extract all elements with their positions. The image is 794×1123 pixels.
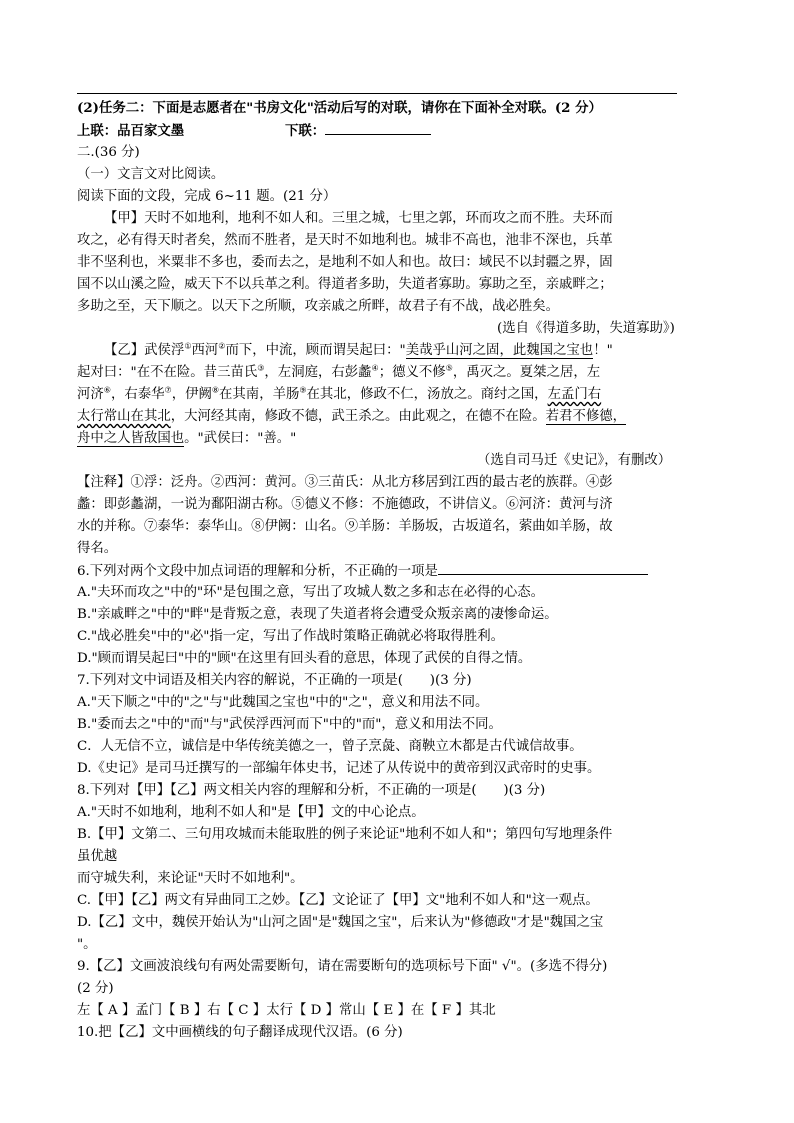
jia-line: 攻之，必有得天时者矣，然而不胜者，是天时不如地利也。城非不高也，池非不深也，兵革	[77, 233, 613, 248]
yi-text: 【乙】武侯浮	[104, 343, 185, 358]
yi-text: 而下，中流，顾而谓吴起曰："	[225, 343, 406, 358]
footnote-marker: ④	[371, 363, 379, 373]
q9-stem: 9.【乙】文画波浪线句有两处需要断句，请在需要断句的选项标号下面" √"。(多选不得分)	[77, 959, 608, 974]
yi-text: 在其北，修政不仁，汤放之。商纣之国，	[306, 387, 548, 402]
q6-stem-text: 6.下列对两个文段中加点词语的理解和分析，不正确的一项是	[77, 564, 438, 579]
q6-answer-blank[interactable]	[438, 560, 648, 575]
yi-text: ，左洞庭，右彭蠡	[264, 365, 372, 380]
q10-stem: 10.把【乙】文中画横线的句子翻译成现代汉语。(6 分)	[77, 1025, 403, 1040]
section2-instruction: 阅读下面的文段，完成 6~11 题。(21 分）	[77, 189, 337, 204]
yi-line-4	[77, 406, 626, 428]
jia-line: 非不坚利也，米粟非不多也，委而去之，是地利不如人和也。故曰：域民不以封疆之界，固	[77, 255, 613, 270]
yi-text: ，伊阙	[171, 387, 212, 402]
yi-text: ，禹灭之。夏桀之居，左	[452, 365, 601, 380]
yi-text: 起对曰："在不在险。昔三苗氏	[77, 365, 258, 380]
yi-text: ，右泰华	[110, 387, 165, 402]
q6-option-b: B."亲戚畔之"中的"畔"是背叛之意，表现了失道者将会遭受众叛亲离的凄惨命运。	[77, 607, 558, 622]
yi-text: ；德义不修	[378, 365, 446, 380]
notes-line: 蠡：即彭蠡湖，一说为鄱阳湖古称。⑤德义不修：不施德政，不讲信义。⑥河济：黄河与济	[77, 497, 613, 512]
footnote-marker: ③	[257, 363, 265, 373]
jia-source: (选自《得道多助，失道寡助》)	[497, 321, 675, 336]
q6-option-c: C."战必胜矣"中的"必"指一定，写出了作战时策略正确就必将取得胜利。	[77, 629, 504, 644]
q9-choices[interactable]: 左【 A 】孟门【 B 】右【 C 】太行【 D 】常山【 E 】在【 F 】其北	[77, 1003, 496, 1018]
footnote-marker: ②	[218, 341, 226, 351]
lower-label: 下联：	[285, 123, 326, 139]
footnote-marker: ⑤	[445, 363, 453, 373]
section2-header: 二.(36 分)	[77, 145, 140, 160]
notes-line: 水的并称。⑦泰华：泰华山。⑧伊阙：山名。⑨羊肠：羊肠坂，古坂道名，萦曲如羊肠，故	[77, 519, 613, 534]
footnote-marker: ⑧	[211, 385, 220, 395]
section2-sub1: （一）文言文对比阅读。	[77, 167, 225, 182]
footnote-marker: ①	[184, 341, 192, 351]
q7-option-b: B."委而去之"中的"而"与"武侯浮西河而下"中的"而"，意义和用法不同。	[77, 717, 502, 732]
yi-text: 西河	[191, 343, 219, 358]
wavy-sentence: 太行常山在其北	[77, 409, 171, 424]
q8-line: C.【甲】【乙】两文有异曲同工之妙。【乙】文论证了【甲】文"地利不如人和"这一观点。	[77, 893, 599, 908]
q8-line: D.【乙】文中，魏侯开始认为"山河之固"是"魏国之宝"，后来认为"修德政"才是"魏国之宝	[77, 915, 604, 930]
q8-line: "。	[77, 937, 97, 952]
q8-line: 虽优越	[77, 849, 118, 864]
q6-option-d: D."顾而谓吴起曰"中的"顾"在这里有回头看的意思，体现了武侯的自得之情。	[77, 651, 532, 666]
q6-option-a: A."夫环而攻之"中的"环"是包围之意，写出了攻城人数之多和志在必得的心态。	[77, 585, 545, 600]
q7-option-d: D.《史记》是司马迁撰写的一部编年体史书，记述了从传说中的黄帝到汉武帝时的史事。	[77, 761, 601, 776]
underlined-sentence: 舟中之人皆敌国也	[77, 431, 185, 446]
jia-line: 多助之至，天下顺之。以天下之所顺，攻亲戚之所畔，故君子有不战，战必胜矣。	[77, 299, 560, 314]
q8-line: A."天时不如地利，地利不如人和"是【甲】文的中心论点。	[77, 805, 425, 820]
yi-text: ！"	[593, 343, 613, 358]
yi-line-1	[104, 340, 613, 362]
q7-option-c: C．人无信不立，诚信是中华传统美德之一，曾子烹彘、商鞅立木都是古代诚信故事。	[77, 739, 583, 754]
q8-line: B.【甲】文第二、三句用攻城而未能取胜的例子来论证"地利不如人和"；第四句写地理条件	[77, 827, 613, 842]
yi-text: 在其南，羊肠	[219, 387, 300, 402]
footnote-marker: ⑥	[103, 385, 111, 395]
couplet-line	[77, 120, 184, 142]
notes-line: 【注释】①浮：泛舟。②西河：黄河。③三苗氏：从北方移居到江西的最古老的族群。④彭	[77, 475, 613, 490]
task2-question: (2)任务二：下面是志愿者在"书房文化"活动后写的对联，请你在下面补全对联。(2 分）	[77, 100, 602, 116]
lower-couplet	[285, 120, 431, 142]
underlined-sentence: 美哉乎山河之固，此魏国之宝也	[405, 343, 594, 358]
q7-stem: 7.下列对文中词语及相关内容的解说，不正确的一项是( )(3 分)	[77, 673, 472, 688]
yi-text: ，大河经其南，修政不德，武王杀之。由此观之，在德不在险。	[170, 409, 546, 424]
jia-line: 【甲】天时不如地利，地利不如人和。三里之城，七里之郭，环而攻之而不胜。夫环而	[104, 211, 613, 226]
lower-answer-blank[interactable]	[325, 120, 431, 135]
yi-line-3	[77, 384, 601, 406]
q7-option-a: A."天下顺之"中的"之"与"此魏国之宝也"中的"之"，意义和用法不同。	[77, 695, 489, 710]
q6-stem	[77, 560, 648, 583]
q8-line: 而守城失利，来论证"天时不如地利"。	[77, 871, 304, 886]
yi-text: 。"武侯曰："善。"	[184, 431, 297, 446]
yi-text: 河济	[77, 387, 104, 402]
footnote-marker: ⑦	[164, 385, 172, 395]
notes-line: 得名。	[77, 541, 118, 556]
jia-line: 国不以山溪之险，威天下不以兵革之利。得道者多助，失道者寡助。寡助之至，亲戚畔之；	[77, 277, 613, 292]
wavy-sentence: 左孟门右	[547, 387, 602, 402]
top-rule	[77, 93, 677, 94]
q9-score: (2 分)	[77, 981, 114, 996]
yi-source: （选自司马迁《史记》，有删改）	[477, 453, 672, 468]
q8-stem: 8.下列对【甲】【乙】两文相关内容的理解和分析，不正确的一项是( )(3 分)	[77, 783, 546, 798]
yi-line-2	[77, 362, 600, 384]
upper-label: 上联：	[77, 123, 118, 139]
upper-text: 品百家文墨	[117, 123, 185, 139]
yi-line-5	[77, 428, 296, 450]
underlined-sentence: 若君不修德，	[545, 409, 627, 424]
footnote-marker: ⑨	[299, 385, 307, 395]
